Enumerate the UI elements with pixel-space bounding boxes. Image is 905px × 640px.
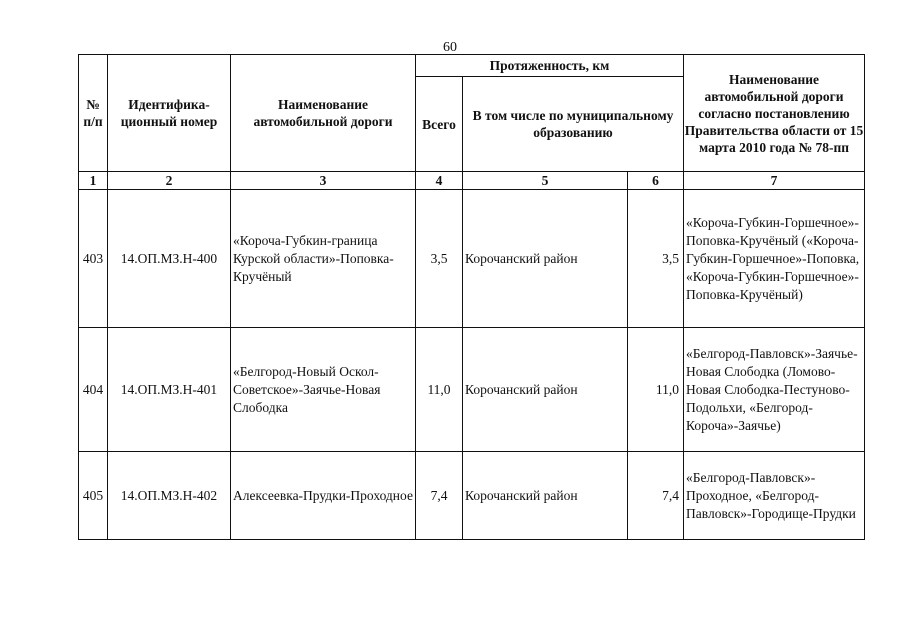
table-row <box>79 452 865 540</box>
header-length-group: Протяженность, км <box>416 55 684 77</box>
column-number: 5 <box>463 172 628 190</box>
column-number: 3 <box>231 172 416 190</box>
column-number: 4 <box>416 172 463 190</box>
row-decree-name: «Белгород-Павловск»-Заячье-Новая Слободка (Ломово-Новая Слободка-Пестуново-Подольхи, «Белгород-Короча»-Заячье) <box>684 328 865 452</box>
row-identifier: 14.ОП.МЗ.Н-402 <box>108 452 231 540</box>
column-number: 1 <box>79 172 108 190</box>
row-number: 403 <box>79 190 108 328</box>
page-number: 60 <box>443 40 457 55</box>
row-identifier: 14.ОП.МЗ.Н-401 <box>108 328 231 452</box>
column-number: 6 <box>628 172 684 190</box>
row-identifier: 14.ОП.МЗ.Н-400 <box>108 190 231 328</box>
table-row <box>79 190 865 328</box>
row-municipality: Корочанский район <box>463 328 628 452</box>
row-municipal-length: 7,4 <box>628 452 684 540</box>
row-road-name: Алексеевка-Прудки-Проходное <box>231 452 416 540</box>
row-municipality: Корочанский район <box>463 452 628 540</box>
row-total-length: 3,5 <box>416 190 463 328</box>
row-municipal-length: 11,0 <box>628 328 684 452</box>
header-identifier: Идентифика-ционный номер <box>108 55 231 172</box>
header-road-name: Наименование автомобильной дороги <box>231 55 416 172</box>
row-road-name: «Короча-Губкин-граница Курской области»-Поповка-Кручёный <box>231 190 416 328</box>
header-number: № п/п <box>79 55 108 172</box>
row-total-length: 7,4 <box>416 452 463 540</box>
row-municipality: Корочанский район <box>463 190 628 328</box>
column-number: 2 <box>108 172 231 190</box>
row-number: 404 <box>79 328 108 452</box>
roads-table <box>78 54 865 540</box>
row-decree-name: «Короча-Губкин-Горшечное»-Поповка-Кручёный («Короча-Губкин-Горшечное»-Поповка, «Короча-Губкин-Горшечное»-Поповка-Кручёный) <box>684 190 865 328</box>
row-municipal-length: 3,5 <box>628 190 684 328</box>
column-number: 7 <box>684 172 865 190</box>
table-row <box>79 328 865 452</box>
row-road-name: «Белгород-Новый Оскол-Советское»-Заячье-Новая Слободка <box>231 328 416 452</box>
row-total-length: 11,0 <box>416 328 463 452</box>
row-decree-name: «Белгород-Павловск»-Проходное, «Белгород-Павловск»-Городище-Прудки <box>684 452 865 540</box>
header-municipality: В том числе по муниципальному образованию <box>463 77 684 172</box>
header-total: Всего <box>416 77 463 172</box>
header-decree-name: Наименование автомобильной дороги согласно постановлению Правительства области от 15 марта 2010 года № 78-пп <box>684 55 865 172</box>
column-number-row <box>79 172 865 190</box>
row-number: 405 <box>79 452 108 540</box>
